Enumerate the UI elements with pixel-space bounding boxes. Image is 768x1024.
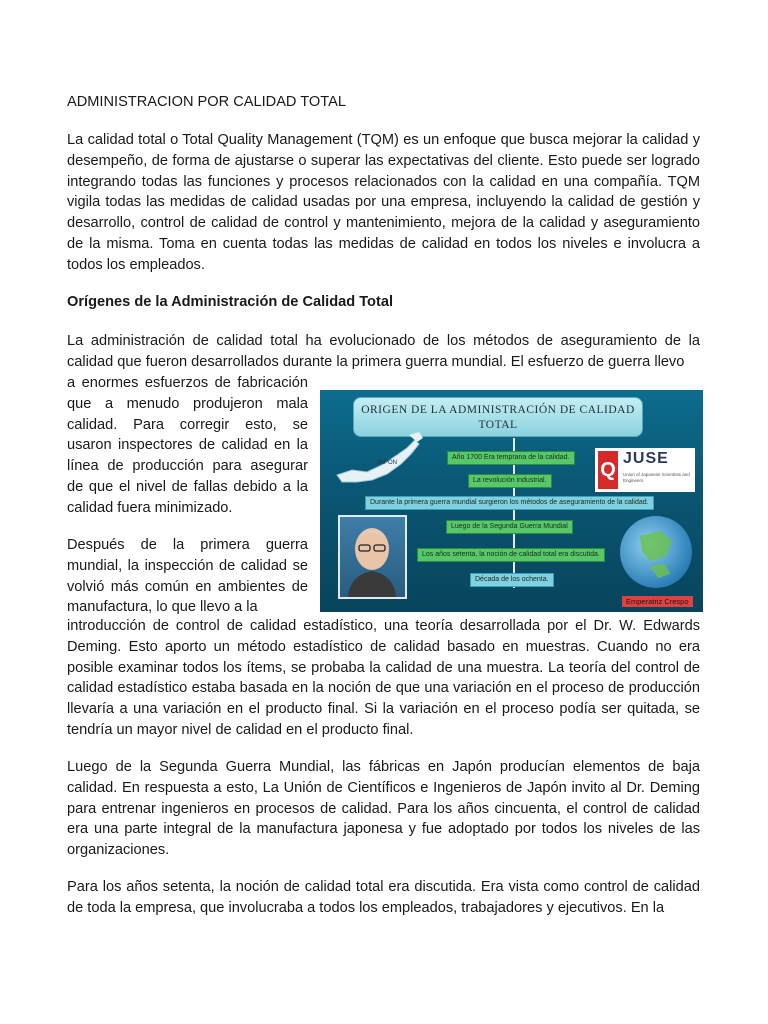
section-heading: Orígenes de la Administración de Calidad Total	[67, 294, 393, 310]
logo-subtitle: Union of Japanese Scientists and Engineers	[623, 472, 690, 483]
tqm-origin-figure	[320, 390, 703, 612]
timeline-item: Durante la primera guerra mundial surgieron los métodos de aseguramiento de la calidad.	[365, 496, 654, 510]
figure-title: ORIGEN DE LA ADMINISTRACIÓN DE CALIDAD TOTAL	[353, 397, 643, 437]
japan-map-image	[327, 430, 427, 490]
timeline-item: Luego de la Segunda Guerra Mundial	[446, 520, 573, 534]
map-label: JAPON	[377, 460, 398, 466]
timeline-item: La revolución industrial.	[468, 474, 552, 488]
document-title: ADMINISTRACION POR CALIDAD TOTAL	[67, 94, 346, 110]
logo-letter: Q	[598, 451, 618, 489]
globe-image	[620, 516, 692, 588]
paragraph-postwar-rest: introducción de control de calidad estadístico, una teoría desarrollada por el Dr. W. Edwards Deming. Esto aporto un método estadístico de calidad basado en muestras. Cuando no era posible examinar todos los ítems, se probaba la calidad de una muestra. La teoría del control de calidad estadístico estaba basada en la noción de que una variación en el proceso de producción llevaría a una variación en el producto final. Si la variación en el proceso podía ser quitada, se tendría un mayor nivel de calidad en el producto final.	[67, 618, 700, 738]
paragraph-seventies: Para los años setenta, la noción de calidad total era discutida. Era vista como control de calidad de toda la empresa, que involucraba a todos los empleados, trabajadores y ejecutivos. En la	[67, 879, 700, 916]
timeline-item: Década de los ochenta.	[470, 573, 554, 587]
paragraph-intro: La calidad total o Total Quality Management (TQM) es un enfoque que busca mejorar la calidad y desempeño, de forma de ajustarse o superar las expectativas del cliente. Esto puede ser logrado integrando todas las funciones y procesos relacionados con la calidad en una compañía. TQM vigila todas las medidas de calidad usadas por una empresa, incluyendo la calidad de gestión y desarrollo, control de calidad de control y mantenimiento, mejora de la calidad y aseguramiento de la misma. Toma en cuenta todas las medidas de calidad en todos los niveles e involucra a todos los empleados.	[67, 132, 700, 273]
figure-signature: Emperatriz Crespo	[622, 596, 693, 607]
paragraph-postwar-left: Después de la primera guerra mundial, la inspección de calidad se volvió más común en ambientes de manufactura, lo que llevo a la	[67, 537, 308, 616]
logo-name: JUSE	[623, 450, 669, 467]
deming-portrait	[338, 515, 407, 599]
paragraph-origins-top: La administración de calidad total ha evolucionado de los métodos de aseguramiento de la calidad que fueron desarrollados durante la primera guerra mundial. El esfuerzo de guerra llevo	[67, 333, 700, 370]
timeline-item: Los años setenta, la noción de calidad total era discutida.	[417, 548, 605, 562]
paragraph-origins-left: a enormes esfuerzos de fabricación que a menudo produjeron mala calidad. Para corregir esto, se usaron inspectores de calidad en la línea de producción para asegurar de que el nivel de fallas debido a la calidad fuera minimizado.	[67, 375, 308, 516]
juse-logo	[595, 448, 695, 492]
timeline-item: Año 1700 Era temprana de la calidad.	[447, 451, 575, 465]
paragraph-japan: Luego de la Segunda Guerra Mundial, las fábricas en Japón producían elementos de baja calidad. En respuesta a esto, La Unión de Científicos e Ingenieros de Japón invito al Dr. Deming para entrenar ingenieros en procesos de calidad. Para los años cincuenta, el control de calidad era una parte integral de la manufactura japonesa y fue adoptado por todos los niveles de las organizaciones.	[67, 759, 700, 859]
